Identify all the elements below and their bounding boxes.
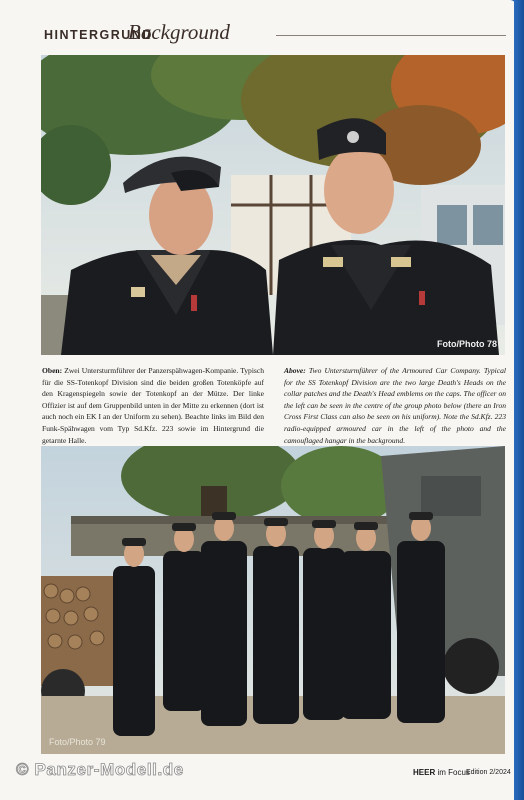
header-rule [276, 35, 506, 36]
journal-suffix: im Focus [435, 768, 470, 777]
caption-english-text: Two Untersturmführer of the Armoured Car Company. Typical for the SS Totenkopf Division are the two large Death's Heads on the collar patches and the Death's Head emblems on the caps. The officer on the left can be seen in the centre of the group photo below (there an Iron Cross First Class can also be seen on his uniform). Note the Sd.Kfz. 223 radio-equipped armoured car in the left of the photo and the camouflaged hangar in the background. [284, 366, 506, 445]
background-edge [514, 0, 524, 800]
watermark: © Panzer-Modell.de [16, 760, 184, 779]
photo-credit-top: Foto/Photo 78 [437, 339, 497, 349]
photo-two-officers [41, 55, 505, 355]
caption-german-text: Zwei Untersturmführer der Panzerspähwagen-Kompanie. Typisch für die SS-Totenkopf Division sind die beiden großen Totenköpfe auf den Kragenspiegeln sowie der Totenkopf an der Mütze. Der linke Offizier ist auf dem Gruppenbild unten in der Mitte zu erkennen (dort ist auch noch ein EK I an der Uniform zu sehen). Beachte links im Bild den Funk-Spähwagen vom Typ Sd.Kfz. 223 sowie im Hintergrund die getarnte Halle. [42, 366, 264, 445]
caption-german [42, 365, 264, 446]
journal-name: HEER [413, 768, 436, 777]
page-footer [0, 756, 516, 800]
page-header [44, 20, 506, 48]
section-kicker: HINTERGRUND [44, 28, 153, 42]
edition-label: Edition 2/2024 [466, 769, 511, 776]
caption-english-lead: Above: [284, 366, 306, 375]
section-heading: Background [128, 20, 230, 44]
caption-german-lead: Oben: [42, 366, 63, 375]
caption-english [284, 365, 506, 446]
journal-title [413, 768, 470, 777]
photo-credit-bottom: Foto/Photo 79 [49, 737, 106, 747]
photo-group-soldiers [41, 446, 505, 754]
